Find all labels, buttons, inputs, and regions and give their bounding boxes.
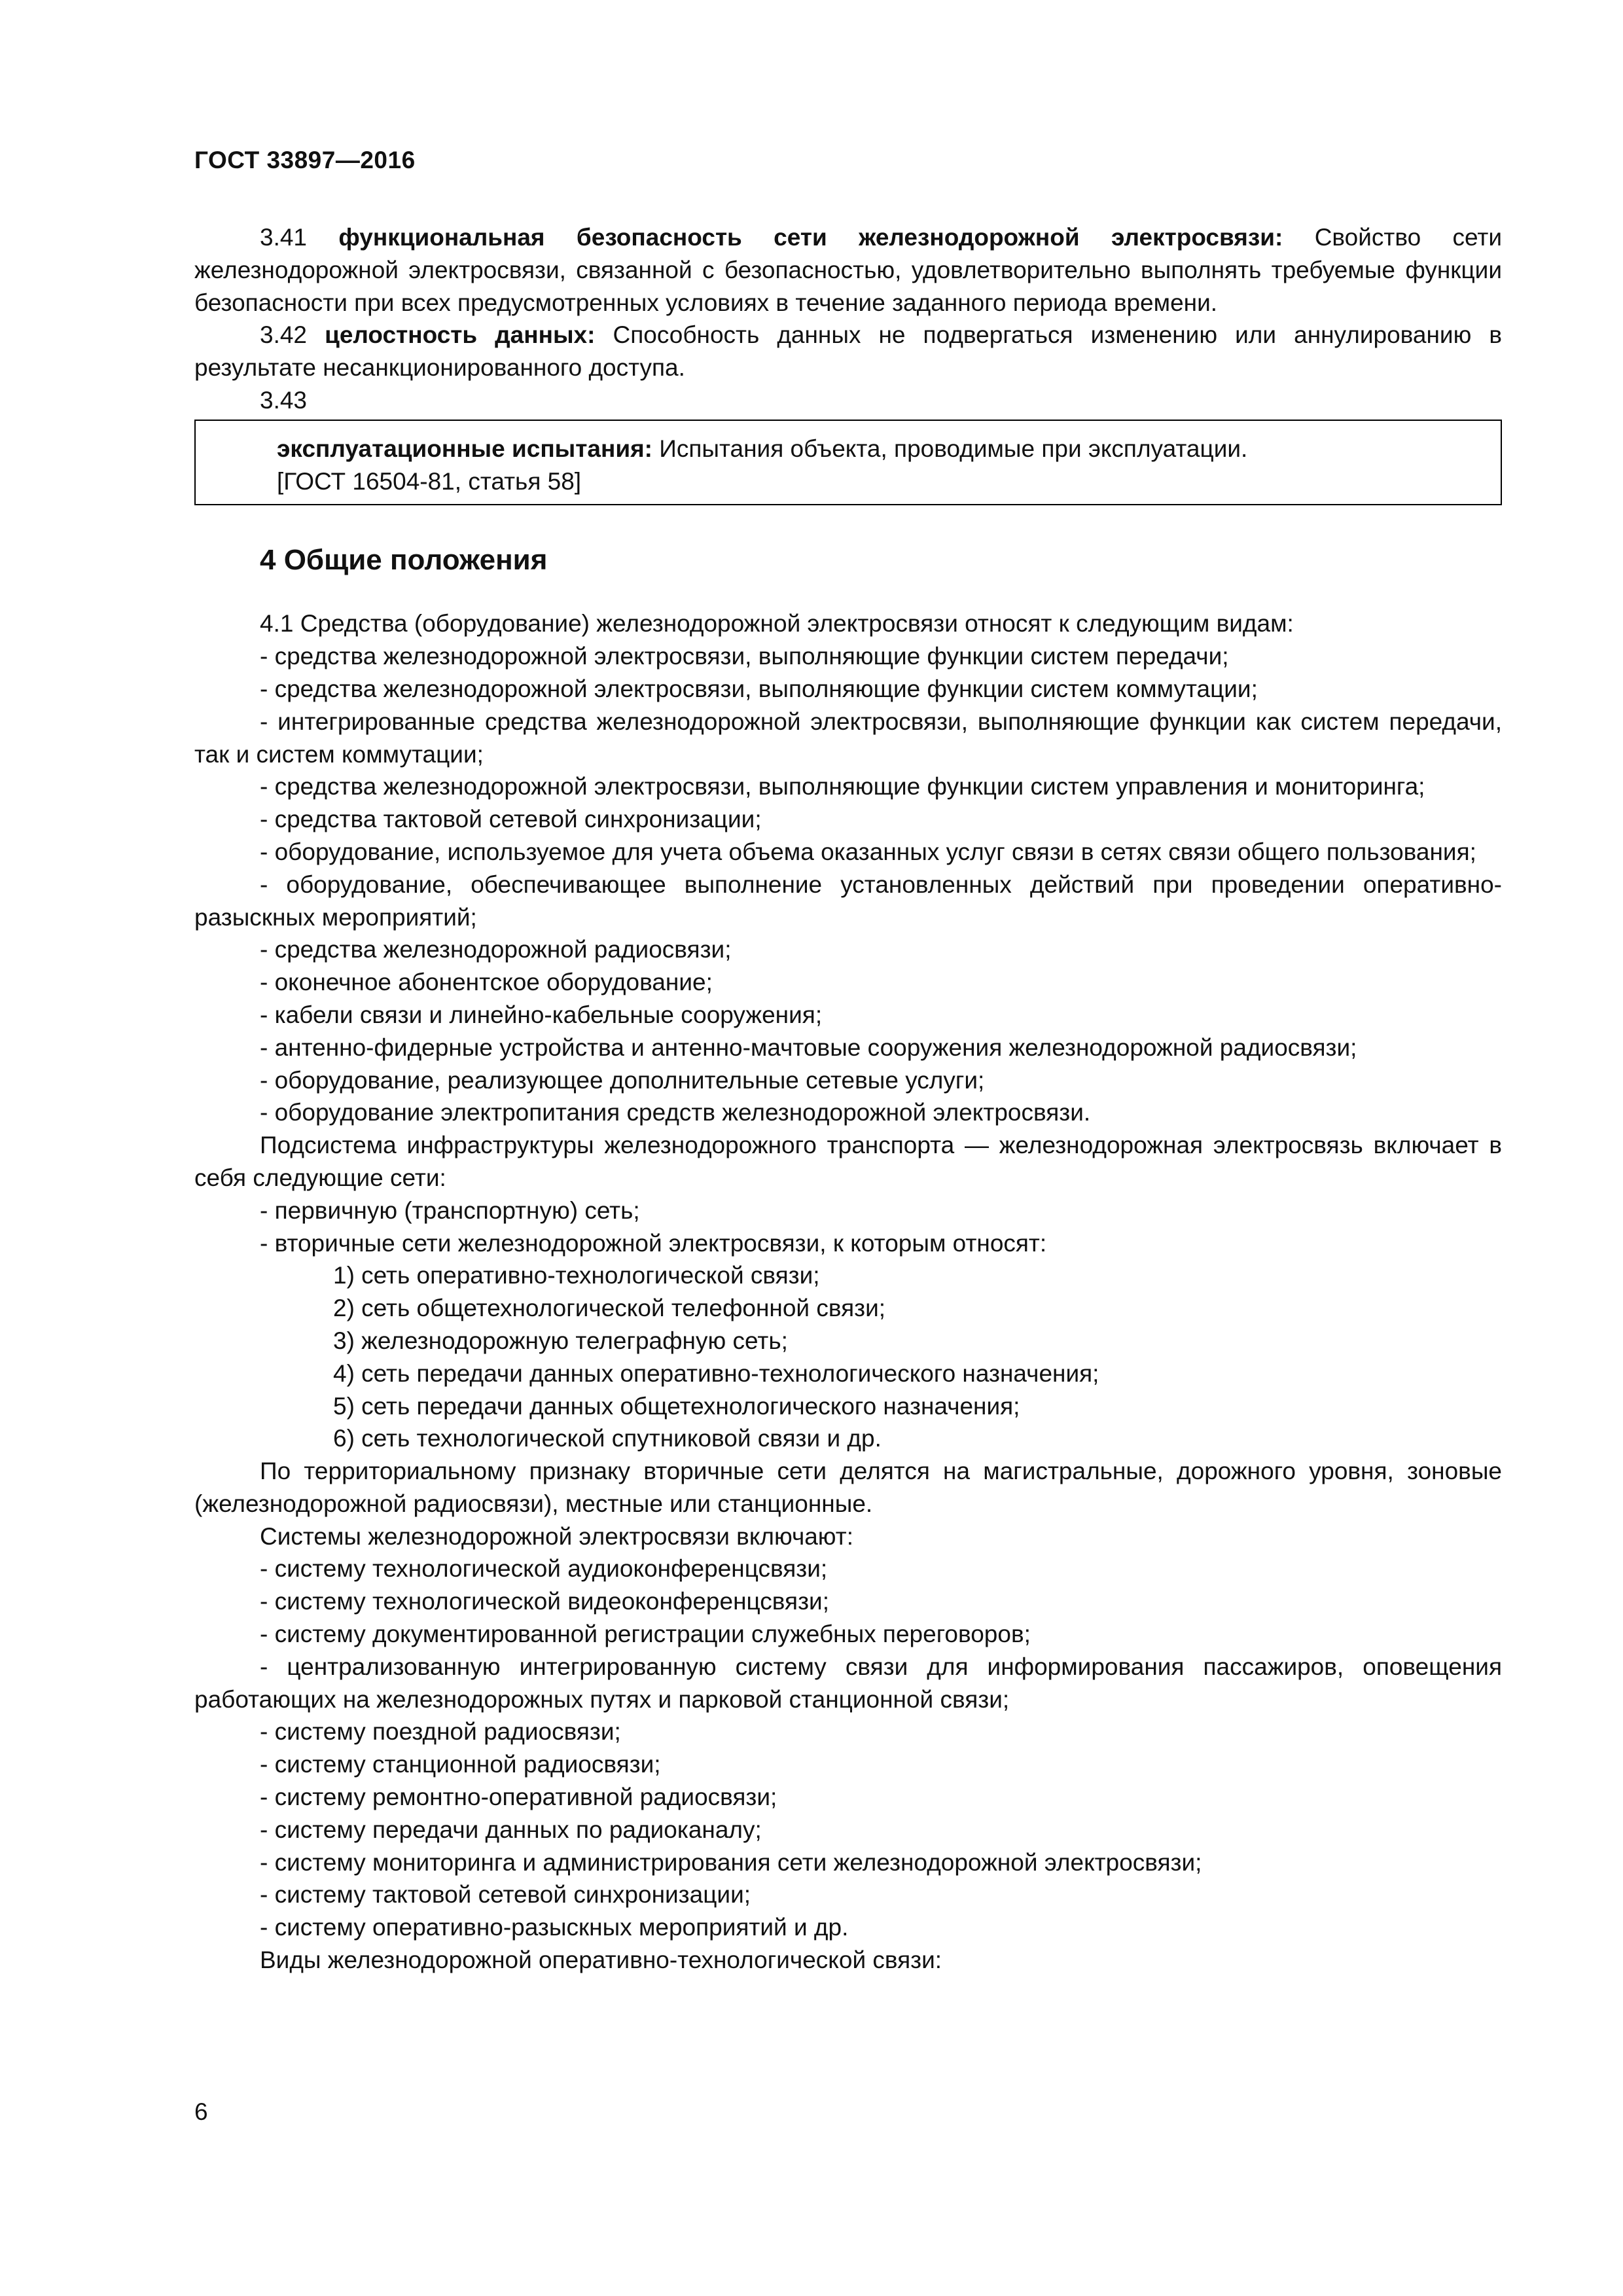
term-3-41-term: функциональная безопасность сети железнодорожной электросвязи: xyxy=(338,224,1283,251)
term-3-43-term: эксплуатационные испытания: xyxy=(277,435,652,462)
numbered-item: 3) железнодорожную телеграфную сеть; xyxy=(333,1327,788,1354)
list-item: - вторичные сети железнодорожной электросвязи, к которым относят: xyxy=(260,1229,1047,1257)
list-item: - систему поездной радиосвязи; xyxy=(260,1718,621,1746)
document-body xyxy=(194,221,1502,1977)
list-item: - интегрированные средства железнодорожной электросвязи, выполняющие функции как систем передачи, так и систем коммутации; xyxy=(194,708,1502,768)
types-intro: Виды железнодорожной оперативно-технологической связи: xyxy=(260,1946,942,1974)
list-item: - средства железнодорожной электросвязи, выполняющие функции систем передачи; xyxy=(260,643,1229,670)
document-header: ГОСТ 33897—2016 xyxy=(194,147,416,173)
term-3-41 xyxy=(194,221,1502,319)
numbered-item: 1) сеть оперативно-технологической связи; xyxy=(333,1262,820,1289)
subsystem-intro: Подсистема инфраструктуры железнодорожного транспорта — железнодорожная электросвязь включает в себя следующие сети: xyxy=(194,1132,1502,1191)
term-3-43-line xyxy=(277,433,1485,465)
list-item: - систему оперативно-разыскных мероприятий и др. xyxy=(260,1914,849,1941)
numbered-item: 4) сеть передачи данных оперативно-технологического назначения; xyxy=(333,1359,1099,1387)
list-item: - средства железнодорожной электросвязи, выполняющие функции систем коммутации; xyxy=(260,675,1258,702)
list-item: - средства железнодорожной радиосвязи; xyxy=(260,936,732,963)
list-item: - систему станционной радиосвязи; xyxy=(260,1751,661,1778)
list-item: - оборудование, реализующее дополнительные сетевые услуги; xyxy=(260,1066,985,1094)
term-3-41-definition: Свойство сети железнодорожной электросвязи, связанной с безопасностью, удовлетворительно выполнять требуемые функции безопасности при всех предусмотренных условиях в течение заданного периода времени. xyxy=(194,224,1503,316)
term-3-42 xyxy=(194,319,1502,384)
list-item: - систему технологической аудиоконференцсвязи; xyxy=(260,1555,828,1583)
term-3-43-definition: Испытания объекта, проводимые при эксплуатации. xyxy=(659,435,1248,462)
numbered-item: 2) сеть общетехнологической телефонной связи; xyxy=(333,1295,886,1322)
list-item: - оборудование, используемое для учета объема оказанных услуг связи в сетях связи общего пользования; xyxy=(260,838,1476,865)
list-item: - систему технологической видеоконференцсвязи; xyxy=(260,1588,829,1615)
list-item: - средства тактовой сетевой синхронизации; xyxy=(260,806,762,833)
list-item: - систему документированной регистрации служебных переговоров; xyxy=(260,1621,1031,1648)
list-item: - антенно-фидерные устройства и антенно-мачтовые сооружения железнодорожной радиосвязи; xyxy=(260,1033,1357,1061)
numbered-item: 6) сеть технологической спутниковой связи и др. xyxy=(333,1425,882,1452)
term-3-42-definition: Способность данных не подвергаться изменению или аннулированию в результате несанкционированного доступа. xyxy=(194,321,1503,382)
list-item: - первичную (транспортную) сеть; xyxy=(260,1196,640,1224)
list-item: - кабели связи и линейно-кабельные сооружения; xyxy=(260,1001,823,1028)
list-item: - оборудование, обеспечивающее выполнение установленных действий при проведении оперативно-разыскных мероприятий; xyxy=(194,870,1502,931)
list-item: - систему тактовой сетевой синхронизации; xyxy=(260,1881,751,1909)
territorial-paragraph: По территориальному признаку вторичные сети делятся на магистральные, дорожного уровня, зоновые (железнодорожной радиосвязи), местные или станционные. xyxy=(194,1458,1502,1517)
list-item: - систему ремонтно-оперативной радиосвязи; xyxy=(260,1784,777,1811)
list-item: - систему мониторинга и администрирования сети железнодорожной электросвязи; xyxy=(260,1848,1202,1876)
term-3-43-box xyxy=(194,420,1502,506)
systems-intro: Системы железнодорожной электросвязи включают: xyxy=(260,1522,853,1550)
numbered-item: 5) сеть передачи данных общетехнологического назначения; xyxy=(333,1392,1020,1420)
section-4-1-intro: 4.1 Средства (оборудование) железнодорожной электросвязи относят к следующим видам: xyxy=(260,610,1294,637)
term-3-42-number: 3.42 xyxy=(260,321,308,349)
term-3-43-source: [ГОСТ 16504-81, статья 58] xyxy=(277,467,582,495)
term-3-42-term: целостность данных: xyxy=(325,321,596,349)
term-3-43-number: 3.43 xyxy=(260,386,308,414)
list-item: - оборудование электропитания средств железнодорожной электросвязи. xyxy=(260,1099,1091,1126)
term-3-41-number: 3.41 xyxy=(260,224,308,251)
section-4-title: 4 Общие положения xyxy=(260,544,548,577)
list-item: - оконечное абонентское оборудование; xyxy=(260,969,713,996)
list-item: - систему передачи данных по радиоканалу; xyxy=(260,1816,762,1843)
list-item: - средства железнодорожной электросвязи, выполняющие функции систем управления и мониторинга; xyxy=(260,773,1425,800)
page-number: 6 xyxy=(194,2098,208,2125)
list-item: - централизованную интегрированную систему связи для информирования пассажиров, оповещения работающих на железнодорожных путях и парковой станционной связи; xyxy=(194,1653,1502,1713)
